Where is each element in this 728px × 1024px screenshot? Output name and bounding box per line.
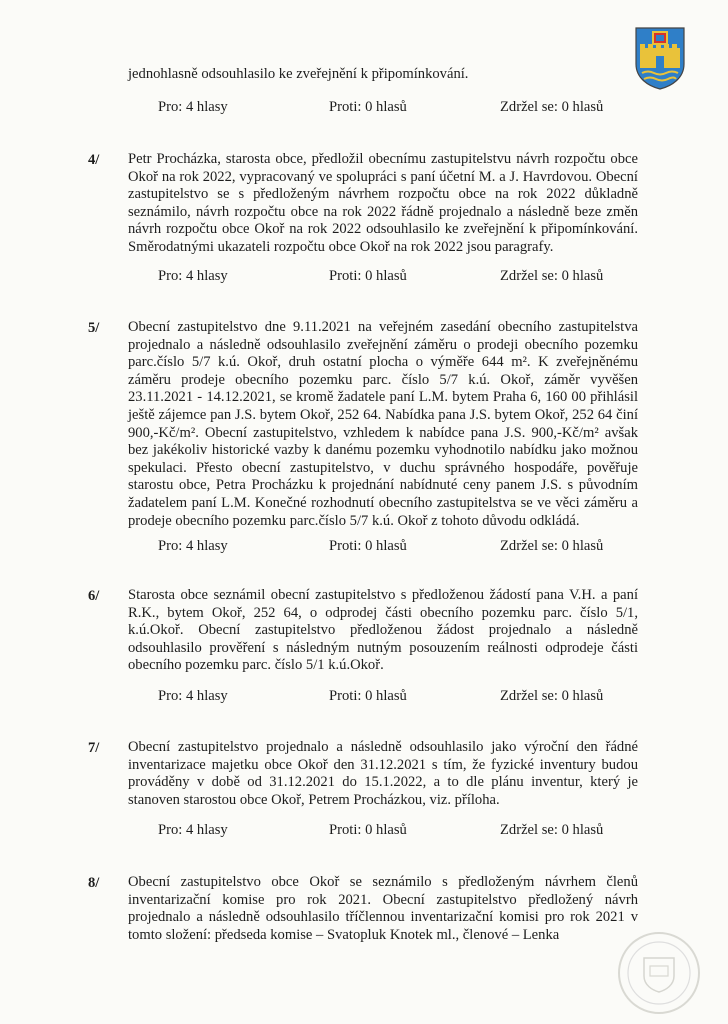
paragraph-line: Starosta obce seznámil obecní zastupitelstvo s předloženou žádostí pana V.H. a paní	[128, 587, 638, 603]
vote-proti: Proti: 0 hlasů	[329, 538, 407, 554]
vote-row	[158, 99, 678, 119]
paragraph-line: spekulaci. Přesto obecní zastupitelstvo, v duchu správného hospodáře, pověřuje	[128, 459, 638, 476]
paragraph-line: projednalo a následně odsouhlasilo tříčlennou inventarizační komisi pro rok 2021	[128, 909, 625, 926]
paragraph-line: Obecní zastupitelstvo obce Okoř se seznámilo s předloženým návrhem členů	[128, 874, 638, 890]
paragraph-line: Obecní zastupitelstvo dne 9.11.2021 na veřejném zasedání obecního zastupitelstva	[128, 319, 638, 335]
paragraph-line: v tomto složení: předseda komise – Svatopluk Knotek ml., členové – Lenka	[128, 909, 638, 943]
paragraph-line: 900,-Kč/m². Obecní zastupitelstvo, vzhledem k nabídce pana J.S. 900,-Kč/m² avšak	[128, 424, 638, 441]
vote-zdrzel: Zdržel se: 0 hlasů	[500, 268, 604, 284]
vote-proti: Proti: 0 hlasů	[329, 688, 407, 704]
item-paragraph	[128, 874, 638, 944]
item-number: 4/	[88, 152, 100, 168]
item-paragraph	[128, 151, 638, 257]
paragraph-line: R.K., bytem Okoř, 252 64, o odprodej části obecního pozemku parc. číslo 5/1,	[128, 604, 638, 621]
paragraph-line: odsouhlasilo prověření s následným nutným posouzením reálnosti odprodeje části	[128, 639, 638, 656]
paragraph-line: Petr Procházka, starosta obce, předložil obecnímu zastupitelstvu návrh rozpočtu obce	[128, 151, 638, 167]
vote-proti: Proti: 0 hlasů	[329, 268, 407, 284]
item-paragraph	[128, 739, 638, 809]
paragraph-line: záměru prodeje obecního pozemku parc. číslo 5/7 k.ú. Okoř, záměr vyvěšen	[128, 371, 638, 388]
paragraph-line: 23.11.2021 - 14.12.2021, se kromě žadatele paní L.M. bytem Praha 6, 160 00 přihlásil	[128, 389, 638, 406]
municipal-crest-icon	[634, 26, 686, 90]
vote-zdrzel: Zdržel se: 0 hlasů	[500, 688, 604, 704]
paragraph-line: žadatelem paní L.M. Konečné rozhodnutí obecního zastupitelstva se ve věci záměru a	[128, 494, 638, 511]
vote-pro: Pro: 4 hlasy	[158, 688, 228, 704]
vote-zdrzel: Zdržel se: 0 hlasů	[500, 99, 604, 115]
item-paragraph	[128, 319, 638, 530]
paragraph-line: parc.číslo 5/7 k.ú. Okoř, druh ostatní plocha o výměře 644 m². K zveřejněnému	[128, 354, 638, 371]
item-number: 8/	[88, 875, 100, 891]
paragraph-line: projednalo a následně odsouhlasilo zveřejnění záměru o prodeji obecního pozemku	[128, 336, 638, 353]
paragraph-line: prodeje obecního pozemku parc.číslo 5/7 k.ú. Okoř z tohoto důvodu odkládá.	[128, 512, 580, 529]
vote-proti: Proti: 0 hlasů	[329, 99, 407, 115]
paragraph-line: obecního pozemku parc. číslo 5/1 k.ú.Okoř.	[128, 657, 384, 674]
paragraph-line: prováděny v době od 31.12.2021 do 15.1.2022, a to dle plánu inventur, který je	[128, 774, 638, 791]
item-number: 7/	[88, 740, 100, 756]
paragraph-line: bez jakékoliv historické vazby k danému pozemku vyhodnotilo nabídku jako možnou	[128, 442, 638, 459]
paragraph-line: Obecní zastupitelstvo projednalo a následně odsouhlasilo jako výroční den řádné	[128, 739, 638, 755]
paragraph-line: Směrodatnými ukazateli rozpočtu obce Okoř na rok 2022 jsou paragrafy.	[128, 238, 554, 255]
paragraph-line: návrh rozpočtu obce Okoř na rok 2022 odsouhlasilo ke zveřejnění k připomínkování.	[128, 221, 638, 238]
vote-pro: Pro: 4 hlasy	[158, 99, 228, 115]
embossed-seal-icon	[614, 928, 704, 1018]
paragraph-line: seznámilo, návrh rozpočtu obce na rok 2022 řádně projednalo a následně beze změn	[128, 203, 638, 220]
vote-zdrzel: Zdržel se: 0 hlasů	[500, 538, 604, 554]
item-paragraph	[128, 587, 638, 675]
continuation-text: jednohlasně odsouhlasilo ke zveřejnění k připomínkování.	[128, 66, 469, 82]
paragraph-line: k.ú.Okoř. Obecní zastupitelstvo předloženou žádost projednalo a následně	[128, 622, 638, 639]
vote-pro: Pro: 4 hlasy	[158, 268, 228, 284]
vote-zdrzel: Zdržel se: 0 hlasů	[500, 822, 604, 838]
vote-row	[158, 688, 678, 708]
paragraph-line: inventarizace majetku obce Okoř den 31.12.2021 s tím, že fyzické inventury budou	[128, 756, 638, 773]
vote-proti: Proti: 0 hlasů	[329, 822, 407, 838]
paragraph-line: zastupitelstvo se s předloženým návrhem rozpočtu obce na rok 2022 důkladně	[128, 186, 638, 203]
vote-pro: Pro: 4 hlasy	[158, 538, 228, 554]
paragraph-line: Okoř na rok 2022, vypracovaný ve spolupráci s paní účetní M. a J. Havrdovou. Obecní	[128, 168, 638, 185]
item-number: 5/	[88, 320, 100, 336]
paragraph-line: starostu obce, Petra Procházku k projednání nabídnuté ceny panem J.S. s původním	[128, 477, 638, 494]
vote-row	[158, 538, 678, 558]
vote-pro: Pro: 4 hlasy	[158, 822, 228, 838]
paragraph-line: inventarizační komise pro rok 2021. Obecní zastupitelstvo předložený návrh	[128, 891, 638, 908]
paragraph-line: ještě zájemce pan J.S. bytem Okoř, 252 64. Nabídka pana J.S. bytem Okoř, 252 64 činí	[128, 406, 638, 423]
vote-row	[158, 268, 678, 288]
paragraph-line: stanoven starostou obce Okoř, Petrem Procházkou, viz. příloha.	[128, 791, 500, 808]
item-number: 6/	[88, 588, 100, 604]
vote-row	[158, 822, 678, 842]
